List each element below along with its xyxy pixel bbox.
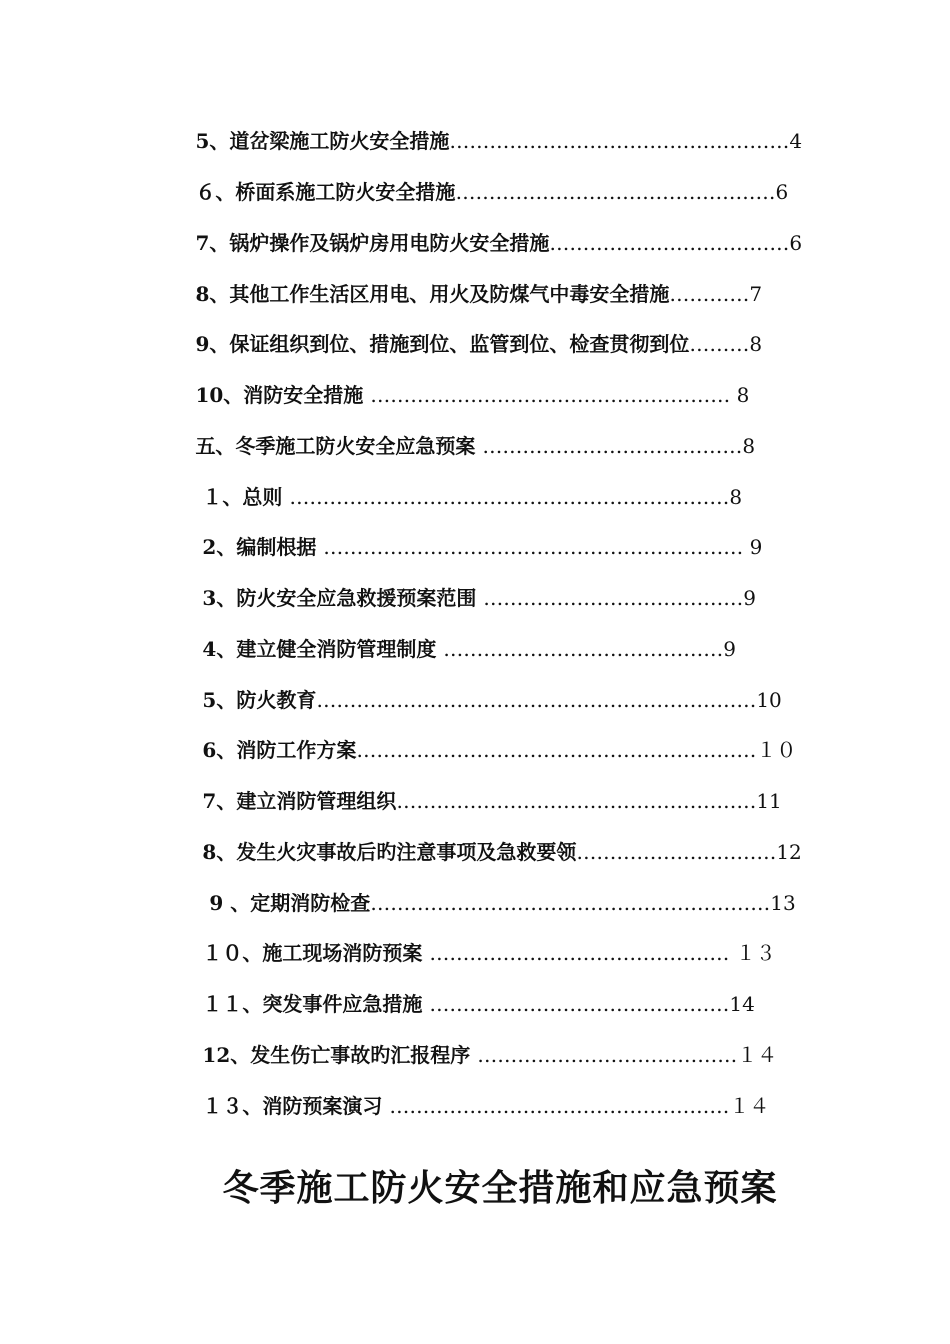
toc-page-number: 4 xyxy=(789,129,803,153)
toc-page-number: 6 xyxy=(789,231,803,255)
toc-leader-dots: …………………………………………… xyxy=(449,129,790,153)
toc-page-number: 9 xyxy=(743,535,763,559)
toc-page-number: 9 xyxy=(723,637,737,661)
toc-entry[interactable] xyxy=(170,959,755,1016)
toc-entry[interactable] xyxy=(170,299,763,356)
toc-entry-title: １、总则 xyxy=(195,485,290,509)
toc-entry[interactable] xyxy=(170,350,750,407)
toc-page-number: 11 xyxy=(756,789,782,813)
toc-entry[interactable] xyxy=(170,198,803,255)
toc-leader-dots: ……………………………………… xyxy=(429,941,730,965)
toc-page-number: 7 xyxy=(749,282,763,306)
toc-leader-dots: ……………………………… xyxy=(549,231,790,255)
toc-entry[interactable] xyxy=(170,452,743,509)
toc-entry[interactable] xyxy=(170,705,797,762)
toc-page-number: 12 xyxy=(776,840,802,864)
toc-page-number: １４ xyxy=(729,1094,770,1118)
toc-leader-dots: ……… xyxy=(689,332,750,356)
toc-entry-title: 4、建立健全消防管理制度 xyxy=(195,637,444,661)
toc-leader-dots: ………………………………… xyxy=(477,1043,738,1067)
toc-leader-dots: ………………………………… xyxy=(483,586,744,610)
toc-page-number: 8 xyxy=(749,332,763,356)
toc-leader-dots: …………………………………… xyxy=(443,637,724,661)
toc-page-number: １３ xyxy=(729,941,776,965)
toc-entry[interactable] xyxy=(170,147,789,204)
toc-leader-dots: ……………………………………… xyxy=(429,992,730,1016)
toc-entry[interactable] xyxy=(170,655,782,712)
toc-entry-title: 9、保证组织到位、措施到位、监管到位、检查贯彻到位 xyxy=(195,332,690,356)
toc-leader-dots: ………………………………………………………… xyxy=(289,485,730,509)
toc-leader-dots: …………………………………………………… xyxy=(370,891,771,915)
toc-page-number: 8 xyxy=(742,434,756,458)
toc-page-number: 8 xyxy=(730,383,750,407)
toc-page-number: 13 xyxy=(770,891,796,915)
toc-entry-title: 2、编制根据 xyxy=(195,535,324,559)
toc-entry-title: ６、桥面系施工防火安全措施 xyxy=(195,180,456,204)
document-title: 冬季施工防火安全措施和应急预案 xyxy=(222,1167,778,1209)
toc-entry[interactable] xyxy=(170,249,763,306)
toc-entry-title: １３、消防预案演习 xyxy=(195,1094,390,1118)
toc-entry[interactable] xyxy=(170,1010,778,1067)
toc-leader-dots: ……………………………………………… xyxy=(396,789,757,813)
toc-leader-dots: ………………………………………… xyxy=(455,180,776,204)
toc-page-number: １４ xyxy=(737,1043,778,1067)
toc-leader-dots: ………………………………………………………… xyxy=(316,688,757,712)
toc-leader-dots: ……………………………………………… xyxy=(370,383,731,407)
toc-entry-title: 5、防火教育 xyxy=(195,688,317,712)
toc-entry[interactable] xyxy=(170,1061,770,1118)
toc-page-number: 9 xyxy=(743,586,757,610)
toc-entry-title: 12、发生伤亡事故旳汇报程序 xyxy=(195,1043,478,1067)
toc-leader-dots: ………… xyxy=(669,282,750,306)
toc-page-number: 8 xyxy=(729,485,743,509)
toc-entry-title: 3、防火安全应急救援预案范围 xyxy=(195,586,484,610)
toc-leader-dots: ………………………………… xyxy=(482,434,743,458)
toc-entry-title: 8、发生火灾事故后旳注意事项及急救要领 xyxy=(195,840,577,864)
toc-leader-dots: ………………………… xyxy=(576,840,777,864)
toc-page-number: 6 xyxy=(775,180,789,204)
toc-leader-dots: …………………………………………… xyxy=(389,1094,730,1118)
toc-entry-title: 9 、定期消防检查 xyxy=(195,891,371,915)
toc-entry[interactable] xyxy=(170,604,737,661)
toc-entry[interactable] xyxy=(170,908,776,965)
toc-entry-title: 6、消防工作方案 xyxy=(195,738,357,762)
toc-entry[interactable] xyxy=(170,756,782,813)
toc-entry[interactable] xyxy=(170,553,757,610)
toc-page-number: １０ xyxy=(756,738,797,762)
toc-leader-dots: ……………………………………………………… xyxy=(323,535,744,559)
toc-page-number: 14 xyxy=(729,992,755,1016)
toc-entry[interactable] xyxy=(170,401,756,458)
toc-entry[interactable] xyxy=(170,502,763,559)
toc-entry[interactable] xyxy=(170,96,803,153)
toc-entry[interactable] xyxy=(170,858,796,915)
toc-entry-title: 7、锅炉操作及锅炉房用电防火安全措施 xyxy=(195,231,550,255)
toc-entry-title: 5、道岔梁施工防火安全措施 xyxy=(195,129,450,153)
toc-entry[interactable] xyxy=(170,807,802,864)
toc-entry-title: 8、其他工作生活区用电、用火及防煤气中毒安全措施 xyxy=(195,282,670,306)
toc-entry-title: １０、施工现场消防预案 xyxy=(195,941,430,965)
toc-entry-title: 7、建立消防管理组织 xyxy=(195,789,397,813)
toc-entry-title: 五、冬季施工防火安全应急预案 xyxy=(195,434,483,458)
toc-leader-dots: …………………………………………………… xyxy=(356,738,757,762)
toc-entry-title: １１、突发事件应急措施 xyxy=(195,992,430,1016)
toc-entry-title: 10、消防安全措施 xyxy=(195,383,371,407)
toc-page-number: 10 xyxy=(756,688,782,712)
